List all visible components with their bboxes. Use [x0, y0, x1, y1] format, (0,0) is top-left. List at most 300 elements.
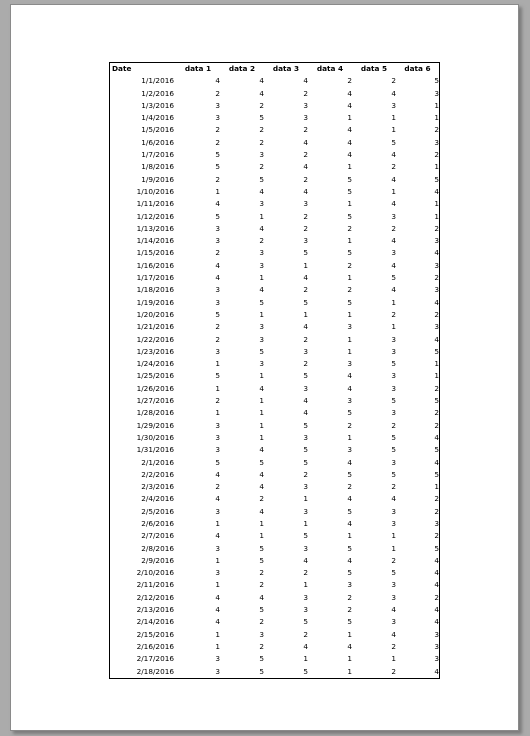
- value-cell: 3: [215, 223, 220, 233]
- value-cell: 2: [434, 506, 439, 516]
- value-cell: 2: [434, 273, 439, 283]
- value-cell: 3: [391, 506, 396, 516]
- table-row: [110, 407, 439, 419]
- value-cell: 3: [259, 199, 264, 209]
- value-cell: 3: [347, 322, 352, 332]
- value-cell: 2: [391, 162, 396, 172]
- value-cell: 4: [347, 457, 352, 467]
- value-cell: 5: [391, 445, 396, 455]
- date-cell: 1/1/2016: [141, 76, 174, 86]
- date-cell: 1/10/2016: [136, 186, 174, 196]
- table-row: [110, 321, 439, 333]
- date-cell: 2/6/2016: [141, 518, 174, 528]
- value-cell: 3: [434, 137, 439, 147]
- value-cell: 4: [259, 592, 264, 602]
- value-cell: 3: [434, 518, 439, 528]
- value-cell: 1: [391, 543, 396, 553]
- value-cell: 3: [215, 100, 220, 110]
- value-cell: 3: [215, 285, 220, 295]
- value-cell: 2: [215, 174, 220, 184]
- table-row: [110, 297, 439, 309]
- value-cell: 1: [347, 666, 352, 676]
- value-cell: 2: [347, 260, 352, 270]
- value-cell: 4: [347, 518, 352, 528]
- value-cell: 4: [215, 605, 220, 615]
- value-cell: 2: [391, 666, 396, 676]
- value-cell: 4: [215, 531, 220, 541]
- table-row: [110, 149, 439, 161]
- table-row: [110, 616, 439, 628]
- value-cell: 3: [347, 396, 352, 406]
- table-row: [110, 186, 439, 198]
- value-cell: 5: [215, 150, 220, 160]
- table-row: [110, 124, 439, 136]
- value-cell: 1: [215, 641, 220, 651]
- value-cell: 2: [259, 494, 264, 504]
- table-row: [110, 592, 439, 604]
- value-cell: 4: [303, 137, 308, 147]
- value-cell: 4: [434, 297, 439, 307]
- value-cell: 5: [391, 396, 396, 406]
- value-cell: 3: [303, 592, 308, 602]
- value-cell: 2: [303, 359, 308, 369]
- value-cell: 1: [434, 371, 439, 381]
- value-cell: 1: [215, 518, 220, 528]
- data-table-area: [109, 62, 440, 679]
- value-cell: 1: [347, 309, 352, 319]
- value-cell: 4: [259, 88, 264, 98]
- value-cell: 4: [391, 174, 396, 184]
- value-cell: 5: [259, 346, 264, 356]
- value-cell: 2: [391, 309, 396, 319]
- value-cell: 3: [259, 334, 264, 344]
- value-cell: 4: [391, 199, 396, 209]
- value-cell: 2: [347, 223, 352, 233]
- table-row: [110, 309, 439, 321]
- value-cell: 2: [434, 383, 439, 393]
- value-cell: 4: [259, 445, 264, 455]
- value-cell: 3: [215, 506, 220, 516]
- value-cell: 3: [215, 236, 220, 246]
- value-cell: 5: [303, 617, 308, 627]
- table-row: [110, 444, 439, 456]
- value-cell: 3: [391, 334, 396, 344]
- value-cell: 5: [347, 297, 352, 307]
- value-cell: 3: [215, 543, 220, 553]
- value-cell: 2: [347, 285, 352, 295]
- value-cell: 4: [347, 150, 352, 160]
- date-cell: 1/15/2016: [136, 248, 174, 258]
- value-cell: 1: [259, 518, 264, 528]
- date-cell: 2/3/2016: [141, 482, 174, 492]
- value-cell: 2: [391, 76, 396, 86]
- value-cell: 4: [259, 76, 264, 86]
- value-cell: 1: [259, 211, 264, 221]
- table-row: [110, 358, 439, 370]
- date-cell: 1/3/2016: [141, 100, 174, 110]
- value-cell: 1: [434, 162, 439, 172]
- date-cell: 1/7/2016: [141, 150, 174, 160]
- value-cell: 1: [259, 408, 264, 418]
- value-cell: 3: [434, 629, 439, 639]
- table-row: [110, 100, 439, 112]
- value-cell: 4: [259, 285, 264, 295]
- value-cell: 3: [391, 211, 396, 221]
- value-cell: 3: [391, 100, 396, 110]
- value-cell: 3: [259, 359, 264, 369]
- value-cell: 5: [434, 346, 439, 356]
- value-cell: 5: [259, 666, 264, 676]
- value-cell: 5: [434, 174, 439, 184]
- value-cell: 1: [215, 408, 220, 418]
- date-cell: 1/23/2016: [136, 346, 174, 356]
- value-cell: 1: [434, 199, 439, 209]
- value-cell: 3: [434, 236, 439, 246]
- value-cell: 4: [303, 322, 308, 332]
- value-cell: 3: [303, 236, 308, 246]
- date-cell: 1/19/2016: [136, 297, 174, 307]
- value-cell: 2: [215, 88, 220, 98]
- table-row: [110, 641, 439, 653]
- value-cell: 1: [347, 531, 352, 541]
- value-cell: 4: [259, 506, 264, 516]
- value-cell: 2: [215, 334, 220, 344]
- value-cell: 3: [391, 408, 396, 418]
- value-cell: 2: [391, 482, 396, 492]
- value-cell: 4: [434, 568, 439, 578]
- value-cell: 4: [434, 334, 439, 344]
- value-cell: 2: [303, 469, 308, 479]
- value-cell: 5: [347, 506, 352, 516]
- value-cell: 3: [303, 506, 308, 516]
- value-cell: 4: [347, 494, 352, 504]
- value-cell: 3: [215, 666, 220, 676]
- table-row: [110, 235, 439, 247]
- date-cell: 2/4/2016: [141, 494, 174, 504]
- date-cell: 1/18/2016: [136, 285, 174, 295]
- value-cell: 3: [303, 199, 308, 209]
- value-cell: 3: [347, 359, 352, 369]
- value-cell: 4: [215, 469, 220, 479]
- column-header-data-5: data 5: [360, 64, 388, 73]
- value-cell: 5: [259, 113, 264, 123]
- value-cell: 5: [215, 162, 220, 172]
- value-cell: 2: [259, 641, 264, 651]
- table-row: [110, 211, 439, 223]
- value-cell: 2: [303, 174, 308, 184]
- value-cell: 3: [391, 617, 396, 627]
- date-cell: 2/8/2016: [141, 543, 174, 553]
- value-cell: 2: [391, 223, 396, 233]
- value-cell: 4: [434, 580, 439, 590]
- value-cell: 5: [391, 568, 396, 578]
- value-cell: 2: [259, 568, 264, 578]
- value-cell: 5: [259, 555, 264, 565]
- date-cell: 1/20/2016: [136, 309, 174, 319]
- date-cell: 2/12/2016: [136, 592, 174, 602]
- value-cell: 1: [347, 236, 352, 246]
- table-row: [110, 75, 439, 87]
- table-row: [110, 395, 439, 407]
- value-cell: 1: [347, 432, 352, 442]
- value-cell: 5: [347, 617, 352, 627]
- date-cell: 1/11/2016: [136, 199, 174, 209]
- date-cell: 1/8/2016: [141, 162, 174, 172]
- table-row: [110, 247, 439, 259]
- table-row: [110, 653, 439, 665]
- value-cell: 3: [391, 371, 396, 381]
- value-cell: 2: [303, 125, 308, 135]
- print-preview-page: [10, 4, 519, 731]
- value-cell: 3: [347, 580, 352, 590]
- value-cell: 2: [303, 568, 308, 578]
- date-cell: 2/18/2016: [136, 666, 174, 676]
- column-header-data-2: data 2: [228, 64, 256, 73]
- value-cell: 2: [434, 494, 439, 504]
- value-cell: 1: [391, 125, 396, 135]
- value-cell: 1: [434, 100, 439, 110]
- table-row: [110, 506, 439, 518]
- value-cell: 5: [303, 457, 308, 467]
- value-cell: 5: [259, 297, 264, 307]
- value-cell: 4: [434, 617, 439, 627]
- value-cell: 4: [391, 605, 396, 615]
- value-cell: 3: [391, 580, 396, 590]
- table-row: [110, 112, 439, 124]
- table-row: [110, 469, 439, 481]
- value-cell: 1: [215, 580, 220, 590]
- value-cell: 4: [259, 223, 264, 233]
- date-cell: 2/15/2016: [136, 629, 174, 639]
- value-cell: 3: [303, 383, 308, 393]
- value-cell: 3: [434, 322, 439, 332]
- date-cell: 1/16/2016: [136, 260, 174, 270]
- value-cell: 5: [215, 371, 220, 381]
- date-cell: 2/5/2016: [141, 506, 174, 516]
- table-row: [110, 284, 439, 296]
- value-cell: 2: [434, 531, 439, 541]
- value-cell: 3: [259, 260, 264, 270]
- value-cell: 2: [434, 592, 439, 602]
- value-cell: 2: [391, 641, 396, 651]
- value-cell: 5: [391, 469, 396, 479]
- value-cell: 1: [434, 113, 439, 123]
- table-row: [110, 604, 439, 616]
- table-row: [110, 432, 439, 444]
- value-cell: 3: [303, 432, 308, 442]
- date-cell: 1/2/2016: [141, 88, 174, 98]
- value-cell: 2: [391, 420, 396, 430]
- value-cell: 2: [303, 223, 308, 233]
- value-cell: 1: [259, 420, 264, 430]
- value-cell: 4: [391, 629, 396, 639]
- value-cell: 3: [391, 383, 396, 393]
- value-cell: 1: [347, 113, 352, 123]
- date-cell: 1/31/2016: [136, 445, 174, 455]
- value-cell: 4: [215, 617, 220, 627]
- value-cell: 3: [215, 346, 220, 356]
- value-cell: 2: [259, 125, 264, 135]
- value-cell: 5: [347, 543, 352, 553]
- value-cell: 5: [434, 445, 439, 455]
- value-cell: 5: [259, 543, 264, 553]
- data-table: [110, 63, 439, 678]
- value-cell: 4: [215, 592, 220, 602]
- date-cell: 1/6/2016: [141, 137, 174, 147]
- date-cell: 1/12/2016: [136, 211, 174, 221]
- value-cell: 3: [215, 568, 220, 578]
- value-cell: 2: [215, 137, 220, 147]
- value-cell: 3: [303, 543, 308, 553]
- table-row: [110, 137, 439, 149]
- table-row: [110, 420, 439, 432]
- table-row: [110, 518, 439, 530]
- value-cell: 4: [215, 273, 220, 283]
- value-cell: 1: [391, 297, 396, 307]
- column-header-data-3: data 3: [272, 64, 300, 73]
- value-cell: 4: [259, 482, 264, 492]
- value-cell: 2: [259, 236, 264, 246]
- value-cell: 1: [259, 432, 264, 442]
- value-cell: 3: [303, 482, 308, 492]
- table-row: [110, 198, 439, 210]
- date-cell: 1/22/2016: [136, 334, 174, 344]
- value-cell: 4: [303, 273, 308, 283]
- value-cell: 2: [259, 137, 264, 147]
- value-cell: 2: [215, 248, 220, 258]
- value-cell: 1: [347, 199, 352, 209]
- date-cell: 1/27/2016: [136, 396, 174, 406]
- table-header-row: [110, 63, 439, 75]
- value-cell: 4: [391, 150, 396, 160]
- value-cell: 4: [215, 199, 220, 209]
- table-row: [110, 555, 439, 567]
- value-cell: 3: [215, 445, 220, 455]
- date-cell: 1/28/2016: [136, 408, 174, 418]
- value-cell: 5: [259, 654, 264, 664]
- value-cell: 3: [259, 322, 264, 332]
- value-cell: 5: [215, 211, 220, 221]
- value-cell: 4: [215, 494, 220, 504]
- date-cell: 2/7/2016: [141, 531, 174, 541]
- value-cell: 4: [347, 100, 352, 110]
- value-cell: 1: [215, 383, 220, 393]
- value-cell: 2: [303, 150, 308, 160]
- value-cell: 5: [303, 297, 308, 307]
- column-header-data-4: data 4: [316, 64, 344, 73]
- value-cell: 4: [391, 285, 396, 295]
- value-cell: 2: [259, 580, 264, 590]
- value-cell: 3: [391, 248, 396, 258]
- value-cell: 5: [347, 469, 352, 479]
- value-cell: 1: [391, 531, 396, 541]
- value-cell: 3: [434, 641, 439, 651]
- value-cell: 4: [303, 396, 308, 406]
- value-cell: 1: [347, 629, 352, 639]
- value-cell: 4: [303, 641, 308, 651]
- value-cell: 5: [347, 174, 352, 184]
- value-cell: 3: [391, 346, 396, 356]
- value-cell: 2: [434, 309, 439, 319]
- value-cell: 4: [303, 76, 308, 86]
- date-cell: 1/29/2016: [136, 420, 174, 430]
- value-cell: 1: [303, 494, 308, 504]
- value-cell: 1: [434, 482, 439, 492]
- value-cell: 5: [303, 445, 308, 455]
- value-cell: 1: [434, 359, 439, 369]
- date-cell: 1/5/2016: [141, 125, 174, 135]
- value-cell: 3: [391, 592, 396, 602]
- value-cell: 5: [215, 457, 220, 467]
- value-cell: 3: [434, 654, 439, 664]
- value-cell: 1: [303, 260, 308, 270]
- value-cell: 2: [259, 617, 264, 627]
- value-cell: 5: [391, 359, 396, 369]
- table-row: [110, 629, 439, 641]
- value-cell: 4: [259, 469, 264, 479]
- value-cell: 5: [259, 174, 264, 184]
- value-cell: 5: [303, 248, 308, 258]
- value-cell: 2: [215, 322, 220, 332]
- value-cell: 3: [259, 150, 264, 160]
- value-cell: 4: [434, 457, 439, 467]
- value-cell: 4: [303, 408, 308, 418]
- value-cell: 4: [259, 186, 264, 196]
- value-cell: 2: [434, 223, 439, 233]
- date-cell: 2/2/2016: [141, 469, 174, 479]
- value-cell: 4: [434, 605, 439, 615]
- value-cell: 2: [259, 162, 264, 172]
- value-cell: 2: [215, 396, 220, 406]
- value-cell: 2: [347, 76, 352, 86]
- value-cell: 5: [303, 371, 308, 381]
- table-row: [110, 383, 439, 395]
- value-cell: 4: [347, 555, 352, 565]
- table-row: [110, 260, 439, 272]
- value-cell: 2: [347, 605, 352, 615]
- table-row: [110, 370, 439, 382]
- date-cell: 2/9/2016: [141, 555, 174, 565]
- value-cell: 4: [303, 186, 308, 196]
- value-cell: 5: [303, 666, 308, 676]
- value-cell: 1: [303, 309, 308, 319]
- value-cell: 1: [215, 359, 220, 369]
- value-cell: 1: [259, 396, 264, 406]
- value-cell: 3: [215, 654, 220, 664]
- value-cell: 1: [303, 580, 308, 590]
- value-cell: 4: [391, 88, 396, 98]
- value-cell: 2: [434, 150, 439, 160]
- value-cell: 2: [434, 408, 439, 418]
- value-cell: 5: [434, 469, 439, 479]
- value-cell: 3: [215, 432, 220, 442]
- value-cell: 3: [303, 346, 308, 356]
- value-cell: 2: [303, 629, 308, 639]
- value-cell: 5: [434, 543, 439, 553]
- value-cell: 5: [303, 531, 308, 541]
- table-row: [110, 481, 439, 493]
- value-cell: 5: [347, 568, 352, 578]
- value-cell: 4: [215, 76, 220, 86]
- date-cell: 1/9/2016: [141, 174, 174, 184]
- value-cell: 5: [434, 396, 439, 406]
- date-cell: 2/1/2016: [141, 457, 174, 467]
- table-row: [110, 457, 439, 469]
- value-cell: 2: [303, 211, 308, 221]
- value-cell: 2: [434, 125, 439, 135]
- value-cell: 4: [434, 666, 439, 676]
- value-cell: 2: [259, 100, 264, 110]
